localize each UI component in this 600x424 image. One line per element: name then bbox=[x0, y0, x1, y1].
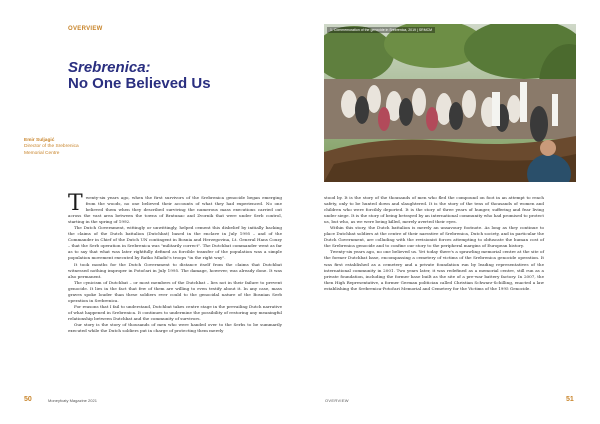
commemoration-photo bbox=[324, 24, 576, 182]
page-number-right: 51 bbox=[566, 396, 574, 403]
photo-caption: 1. Commemoration of the genocide in Srebrenica, 2019 | SRMCM bbox=[327, 27, 435, 33]
paragraph: Within this story, the Dutch battalion is merely an unsavoury footnote. As long as they continue to place Dutchbat soldiers at the centre of their narrative of Srebrenica, Dutch society, and in particular the Dutch Government, are colluding with the revisionist forces attempting to obfuscate the human cost of the Srebrenica genocide and to confine our story to the peripheral margins of European history. bbox=[324, 225, 544, 249]
author-block bbox=[24, 138, 114, 157]
paragraph: For reasons that I fail to understand, Dutchbat takes centre stage in the prevailing Dutch narrative of what happened in Srebrenica. It continues to undermine the possibility of restoring any meaningful relationship between Dutchbat and the community of survivors. bbox=[68, 303, 282, 321]
paragraph: It took months for the Dutch Government to distance itself from the claims that Dutchbat witnessed nothing improper in Potočari in July 1995. The damage, however, was already done. It was also permanent. bbox=[68, 261, 282, 279]
dropcap: T bbox=[68, 191, 83, 216]
paragraph: stood by. It is the story of the thousands of men who fled the compound on foot in an attempt to reach safety, only to be hunted down and slaughtered. It is the story of the tens of thousands of women and children who were forcibly deported. It is the story of three years of hunger, suffering and fear living under siege. It is the story of being betrayed by an international community who had promised to protect us, but who, as we were being killed, merely averted their eyes. bbox=[324, 195, 544, 225]
title-line-2: No One Believed Us bbox=[68, 75, 211, 92]
paragraph: The cynicism of Dutchbat – or most members of the Dutchbat – lies not in their failure to prevent genocide. It lies in the fact that few of them are willing to even testify about it. In any case, mass graves spoke louder than these soldiers ever could to the genocidal nature of the Bosnian Serb operation in Srebrenica. bbox=[68, 279, 282, 303]
paragraph-text: wenty-six years ago, when the first survivors of the Srebrenica genocide began emerging from the woods, no one believed their accounts of what they had experienced. No one believed them when they described surviving the numerous mass executions carried out across the vast area between the towns of Bratunac and Zvornik that were under Serb control, starting in the spring of 1992. bbox=[68, 195, 282, 225]
paragraph bbox=[68, 191, 282, 225]
author-role-2: Memorial Centre bbox=[24, 150, 60, 156]
footer-section-label: OVERVIEW bbox=[325, 398, 349, 403]
author-role-1: Director of the Srebrenica bbox=[24, 144, 79, 150]
section-label: OVERVIEW bbox=[68, 26, 103, 32]
page-number-left: 50 bbox=[24, 396, 32, 403]
paragraph: The Dutch Government, wittingly or unwittingly, helped cement this disbelief by initially backing the claims of the Dutch battalion (Dutchbat) based in the enclave in July 1995 – and of the Commander in Chief of the Dutch UN contingent in Bosnia and Herzegovina, Lt. General Hans Couzy – that the Serb operation in Srebrenica was "militarily correct". The Dutchbat commander went as far as to say that what was later rightfully defined as forcible transfer of the population was a simple population movement executed by Ratko Mladić's troops "in the right way". bbox=[68, 225, 282, 261]
author-name: Emir Suljagić bbox=[24, 138, 55, 143]
paragraph: Twenty-six years ago, no one believed us. Yet today there's a sprawling memorial centre at the site of the former Dutchbat base, encompassing a cemetery of victims of the Srebrenica genocide operation. It was first established as a cemetery and a private foundation run by leading representatives of the international community in 2001. Two years later, it was redefined as a memorial centre, still run as a private foundation, including the former base built as the site of a pre-war battery factory. In 2007, the then High Representative, a former German politician called Christian Schwarz-Schilling, enacted a law establishing the Srebrenica-Potočari Memorial and Cemetery for the Victims of the 1995 Genocide. bbox=[324, 249, 544, 291]
left-body-text bbox=[68, 191, 282, 334]
magazine-name: Moneyfcaty Magazine 2021 bbox=[48, 398, 97, 403]
paragraph: Our story is the story of thousands of men who were handed over to the Serbs to be summarily executed while the Dutch soldiers put in charge of protecting them merely bbox=[68, 321, 282, 334]
title-line-1: Srebrenica: bbox=[68, 59, 151, 76]
right-body-text bbox=[324, 195, 544, 292]
page-title bbox=[68, 60, 298, 92]
